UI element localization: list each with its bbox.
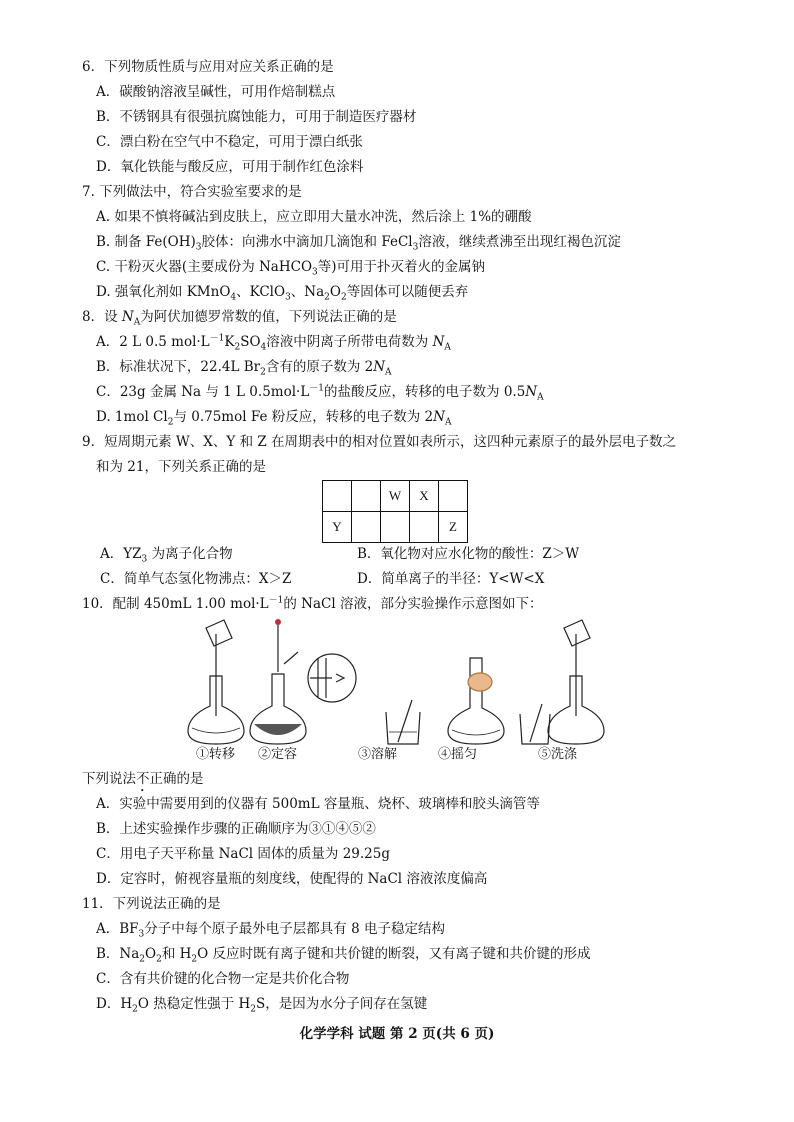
- table-cell: Z: [439, 512, 468, 543]
- q10-intro: 下列说法不正确的是: [82, 771, 204, 787]
- q10-option-b: B．上述实验操作步骤的正确顺序为③①④⑤②: [96, 821, 376, 837]
- q10-option-a: A．实验中需要用到的仪器有 500mL 容量瓶、烧杯、玻璃棒和胶头滴管等: [96, 796, 540, 812]
- flask-icon: [548, 620, 604, 744]
- q7-option-b: B. 制备 $Fe(OH)_3$胶体：向沸水中滴加几滴饱和 FeCl$_3$溶液，继续煮沸至出现红褐色沉淀: [96, 234, 621, 253]
- table-cell: [410, 512, 439, 543]
- q9-option-b: B．氧化物对应水化物的酸性：Z＞W: [357, 546, 580, 562]
- caption-shake: ④摇匀: [438, 747, 478, 762]
- q9-stem-line2: 和为 21，下列关系正确的是: [96, 459, 266, 475]
- q8-option-c: C．23g 金属 Na 与 1 L $0.5mol\cdot L^{-1}$的盐酸反应，转移的电子数为 $0.5N_A$: [96, 383, 544, 403]
- q6-option-c: C．漂白粉在空气中不稳定，可用于漂白纸张: [96, 134, 363, 150]
- table-cell: [381, 512, 410, 543]
- table-cell: [323, 481, 352, 512]
- table-cell: W: [381, 481, 410, 512]
- q6-option-b: B．不锈钢具有很强抗腐蚀能力，可用于制造医疗器材: [96, 109, 417, 125]
- table-cell: [439, 481, 468, 512]
- q6-option-a: A．碳酸钠溶液呈碱性，可用作焙制糕点: [96, 84, 336, 100]
- q8-option-a: A．2 L 0.5 $mol\cdot L^{-1}K_2SO_4$溶液中阴离子所带电荷数为 $N_A$: [96, 333, 451, 353]
- q8-option-d: D. 1mol $Cl_2$与 0.75mol Fe 粉反应，转移的电子数为 $2N_A$: [96, 409, 452, 428]
- q11-option-c: C．含有共价键的化合物一定是共价化合物: [96, 971, 350, 987]
- table-row: [323, 481, 468, 512]
- q10-option-d: D．定容时，俯视容量瓶的刻度线，使配得的 NaCl 溶液浓度偏高: [96, 871, 488, 887]
- table-cell: X: [410, 481, 439, 512]
- q6-option-d: D．氧化铁能与酸反应，可用于制作红色涂料: [96, 159, 364, 175]
- q9-option-c: C．简单气态氢化物沸点：X＞Z: [100, 571, 292, 587]
- periodic-table-fragment: [322, 480, 468, 543]
- q9-stem-line1: 9．短周期元素 W、X、Y 和 Z 在周期表中的相对位置如表所示，这四种元素原子的最外层电子数之: [82, 434, 677, 450]
- flask-icon: [448, 658, 504, 744]
- table-row: [323, 512, 468, 543]
- magnifier-icon: [308, 654, 356, 702]
- q7-option-d: D. 强氧化剂如 KMnO$_4$、KClO$_3$、$Na_2O_2$等固体可以随便丢弃: [96, 284, 469, 303]
- caption-volume: ②定容: [258, 747, 298, 762]
- q8-option-b: B．标准状况下，22.4L $Br_2$含有的原子数为 $2N_A$: [96, 359, 392, 378]
- q11-stem: 11．下列说法正确的是: [82, 896, 221, 912]
- table-cell: Y: [323, 512, 352, 543]
- q9-option-a: A．$YZ_3$ 为离子化合物: [100, 546, 233, 565]
- q11-option-b: B．$Na_2O_2$和 $H_2O$ 反应时既有离子键和共价键的断裂，又有离子键和共价键的形成: [96, 946, 591, 965]
- q7-option-a: A. 如果不慎将碱沾到皮肤上，应立即用大量水冲洗，然后涂上 1%的硼酸: [96, 209, 532, 225]
- q8-stem: 8．设 $N_A$为阿伏加德罗常数的值，下列说法正确的是: [82, 309, 397, 328]
- beaker-icon: [520, 704, 550, 744]
- q6-stem: 6．下列物质性质与应用对应关系正确的是: [82, 59, 334, 75]
- caption-transfer: ①转移: [196, 747, 236, 762]
- beaker-icon: [386, 700, 420, 744]
- caption-wash: ⑤洗涤: [538, 747, 578, 762]
- table-cell: [352, 481, 381, 512]
- q7-stem: 7. 下列做法中，符合实验室要求的是: [82, 184, 302, 200]
- table-cell: [352, 512, 381, 543]
- q11-option-a: A．$BF_3$分子中每个原子最外电子层都具有 8 电子稳定结构: [96, 921, 445, 940]
- flask-icon: [188, 620, 244, 744]
- q10-stem: 10．配制 450mL 1.00 $mol\cdot L^{-1}$的 NaCl 溶液，部分实验操作示意图如下：: [82, 595, 543, 612]
- caption-dissolve: ③溶解: [358, 747, 398, 762]
- q10-option-c: C．用电子天平称量 NaCl 固体的质量为 29.25g: [96, 846, 391, 862]
- flask-icon: [250, 619, 306, 744]
- page-footer: 化学学科 试题 第 2 页(共 6 页): [299, 1026, 495, 1042]
- q11-option-d: D．$H_2O$ 热稳定性强于 $H_2S$，是因为水分子间存在氢键: [96, 996, 428, 1015]
- q9-option-d: D．简单离子的半径：Y<W<X: [357, 571, 545, 587]
- q7-option-c: C. 干粉灭火器(主要成份为 NaHCO$_3$等)可用于扑灭着火的金属钠: [96, 259, 486, 278]
